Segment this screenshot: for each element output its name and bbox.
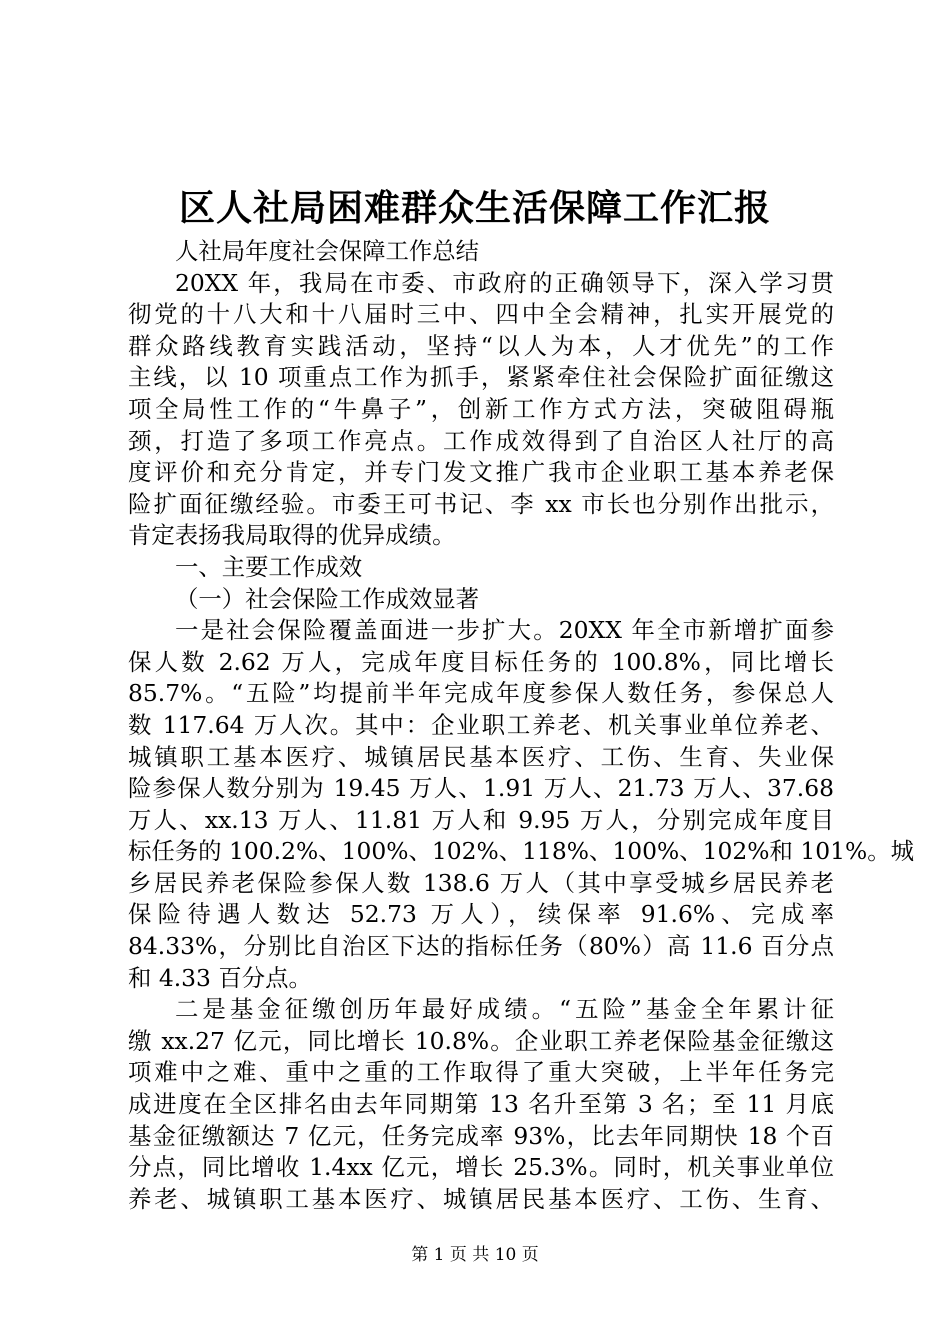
text-line: 险扩面征缴经验。市委王可书记、李 xx 市长也分别作出批示， — [128, 489, 834, 518]
text-line: 保险待遇人数达 52.73 万人），续保率 91.6%、完成率 — [128, 900, 834, 929]
text-line: 险参保人数分别为 19.45 万人、1.91 万人、21.73 万人、37.68 — [128, 774, 834, 803]
page-footer: 第 1 页 共 10 页 — [411, 1245, 539, 1265]
text-line: 度评价和充分肯定，并专门发文推广我市企业职工基本养老保 — [128, 458, 834, 487]
text-line: 群众路线教育实践活动，坚持“以人为本，人才优先”的工作 — [128, 331, 834, 360]
text-line: 乡居民养老保险参保人数 138.6 万人（其中享受城乡居民养老 — [128, 868, 834, 897]
text-line: 养老、城镇职工基本医疗、城镇居民基本医疗、工伤、生育、 — [128, 1184, 834, 1213]
text-line: 颈，打造了多项工作亮点。工作成效得到了自治区人社厅的高 — [128, 426, 834, 455]
text-line: 彻党的十八大和十八届时三中、四中全会精神，扎实开展党的 — [128, 300, 834, 329]
text-line: 万人、xx.13 万人、11.81 万人和 9.95 万人，分别完成年度目 — [128, 805, 834, 834]
text-line: 人社局年度社会保障工作总结 — [175, 237, 480, 265]
text-line: 项全局性工作的“牛鼻子”，创新工作方式方法，突破阻碍瓶 — [128, 394, 834, 423]
text-line: 基金征缴额达 7 亿元，任务完成率 93%，比去年同期快 18 个百 — [128, 1121, 834, 1150]
document-title: 区人社局困难群众生活保障工作汇报 — [178, 187, 771, 229]
text-line: 项难中之难、重中之重的工作取得了重大突破，上半年任务完 — [128, 1058, 834, 1087]
text-line: 二是基金征缴创历年最好成绩。“五险”基金全年累计征 — [175, 995, 834, 1024]
subsection-heading: （一）社会保险工作成效显著 — [175, 584, 480, 613]
text-line: 城镇职工基本医疗、城镇居民基本医疗、工伤、生育、失业保 — [128, 742, 834, 771]
text-line: 保人数 2.62 万人，完成年度目标任务的 100.8%，同比增长 — [128, 647, 834, 676]
text-line: 84.33%，分别比自治区下达的指标任务（80%）高 11.6 百分点 — [128, 932, 834, 961]
text-line: 分点，同比增收 1.4xx 亿元，增长 25.3%。同时，机关事业单位 — [128, 1153, 834, 1182]
document-body — [128, 236, 914, 1215]
text-line: 肯定表扬我局取得的优异成绩。 — [128, 521, 456, 550]
text-line: 一是社会保险覆盖面进一步扩大。20XX 年全市新增扩面参 — [175, 616, 834, 645]
text-line: 成进度在全区排名由去年同期第 13 名升至第 3 名；至 11 月底 — [128, 1090, 834, 1119]
text-line: 20XX 年，我局在市委、市政府的正确领导下，深入学习贯 — [175, 268, 834, 297]
text-line: 缴 xx.27 亿元，同比增长 10.8%。企业职工养老保险基金征缴这 — [128, 1026, 834, 1055]
text-line: 标任务的 100.2%、100%、102%、118%、100%、102%和 101%。城 — [128, 837, 914, 866]
text-line: 85.7%。“五险”均提前半年完成年度参保人数任务，参保总人 — [128, 679, 834, 708]
section-heading: 一、主要工作成效 — [175, 552, 363, 581]
text-line: 主线，以 10 项重点工作为抓手，紧紧牵住社会保险扩面征缴这 — [128, 363, 834, 392]
text-line: 数 117.64 万人次。其中：企业职工养老、机关事业单位养老、 — [128, 710, 834, 739]
text-line: 和 4.33 百分点。 — [128, 963, 312, 992]
